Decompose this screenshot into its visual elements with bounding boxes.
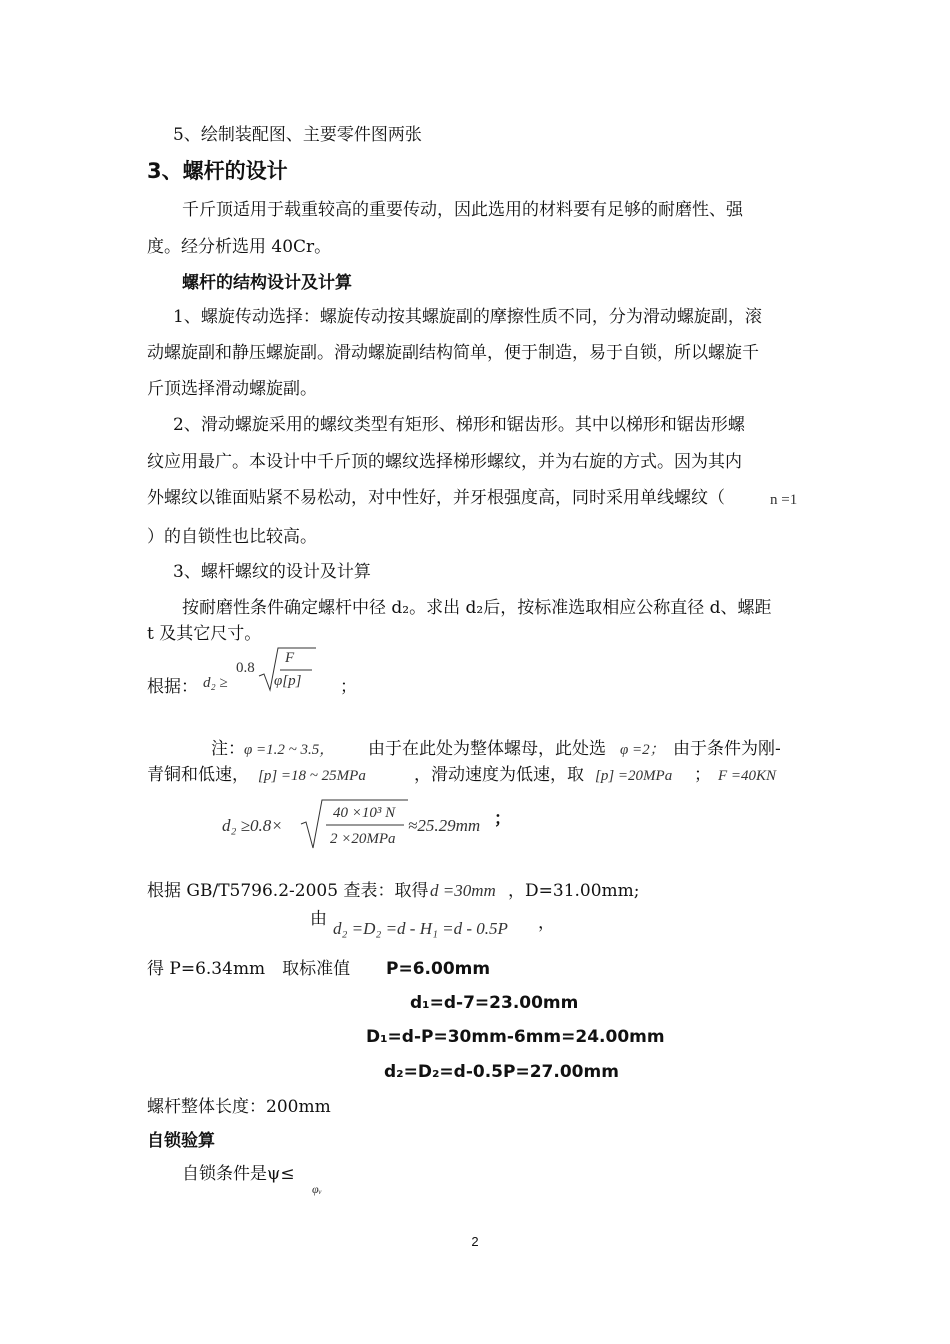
subheading: 自锁验算 (147, 1131, 215, 1151)
paragraph-line: 根据 GB/T5796.2-2005 查表：取得 (147, 881, 429, 901)
paragraph-line: 由 (310, 909, 327, 929)
formula-coef: 0.8 (236, 660, 255, 676)
note-text: ，滑动速度为低速，取 (414, 765, 584, 785)
formula-p-value: [p] =20MPa (595, 768, 673, 784)
paragraph-line: 得 P=6.34mm 取标准值 (147, 959, 351, 979)
list-item-5: 5、绘制装配图、主要零件图两张 (173, 125, 422, 145)
paragraph-line: 斤顶选择滑动螺旋副。 (147, 379, 317, 399)
paragraph-line: 按耐磨性条件确定螺杆中径 d₂。求出 d₂后，按标准选取相应公称直径 d、螺距 (182, 598, 772, 618)
formula-n: n =1 (770, 492, 798, 508)
formula-d: d =30mm (430, 881, 496, 900)
result-D1: D₁=d-P=30mm-6mm=24.00mm (366, 1027, 665, 1047)
formula-num: 40 ×10³ N (333, 805, 396, 821)
formula-p-range: [p] =18 ~ 25MPa (258, 768, 366, 784)
paragraph-line: 自锁条件是ψ≤ (182, 1164, 295, 1184)
formula-relation: d₂ =D₂ =d - H₁ =d - 0.5P (333, 919, 508, 938)
paragraph-line: 纹应用最广。本设计中千斤顶的螺纹选择梯形螺纹，并为右旋的方式。因为其内 (147, 452, 742, 472)
result-d2: d₂=D₂=d-0.5P=27.00mm (384, 1062, 619, 1082)
paragraph-line: 度。经分析选用 40Cr。 (147, 237, 332, 257)
paragraph-line: ，D=31.00mm; (508, 881, 640, 901)
paragraph-line: 2、滑动螺旋采用的螺纹类型有矩形、梯形和锯齿形。其中以梯形和锯齿形螺 (173, 415, 745, 435)
subheading: 螺杆的结构设计及计算 (182, 273, 352, 293)
note-text: ； (694, 765, 711, 785)
formula-den: φ[p] (274, 673, 302, 689)
formula-lhs: d₂ ≥0.8× (222, 816, 283, 835)
formula-phi-v: φᵥ (312, 1182, 322, 1196)
subheading: 3、螺杆螺纹的设计及计算 (173, 562, 371, 582)
formula-num: F (285, 650, 295, 666)
paragraph-line: ， (538, 913, 555, 933)
note-label: 注： (211, 739, 245, 759)
paragraph-line: ）的自锁性也比较高。 (147, 527, 317, 547)
note-text: 由于在此处为整体螺母，此处选 (368, 739, 606, 759)
paragraph-line: t 及其它尺寸。 (147, 624, 262, 644)
section-heading: 3、螺杆的设计 (147, 159, 288, 183)
paragraph-line: 螺杆整体长度：200mm (147, 1097, 331, 1117)
formula-semicolon: ； (340, 677, 357, 697)
result-d1: d₁=d-7=23.00mm (410, 993, 579, 1013)
page-number: 2 (471, 1234, 479, 1249)
formula-phi: φ =2； (620, 742, 665, 758)
paragraph-line: 外螺纹以锥面贴紧不易松动，对中性好，并牙根强度高，同时采用单线螺纹（ (147, 488, 725, 508)
formula-lhs: d₂ ≥ (203, 675, 228, 691)
formula-result: ≈25.29mm (408, 816, 481, 835)
label-genju: 根据： (147, 677, 198, 697)
formula-den: 2 ×20MPa (330, 831, 396, 847)
paragraph-line: 千斤顶适用于载重较高的重要传动，因此选用的材料要有足够的耐磨性、强 (182, 200, 743, 220)
paragraph-line: 1、螺旋传动选择：螺旋传动按其螺旋副的摩擦性质不同，分为滑动螺旋副，滚 (173, 307, 762, 327)
formula-phi-range: φ =1.2 ~ 3.5， (244, 742, 335, 758)
result-p: P=6.00mm (386, 959, 491, 979)
note-text: 由于条件为刚- (673, 739, 781, 759)
note-text: 青铜和低速， (147, 765, 249, 785)
formula-force: F =40KN (718, 768, 777, 784)
formula-semicolon: ； (494, 809, 511, 829)
paragraph-line: 动螺旋副和静压螺旋副。滑动螺旋副结构简单，便于制造，易于自锁，所以螺旋千 (147, 343, 759, 363)
